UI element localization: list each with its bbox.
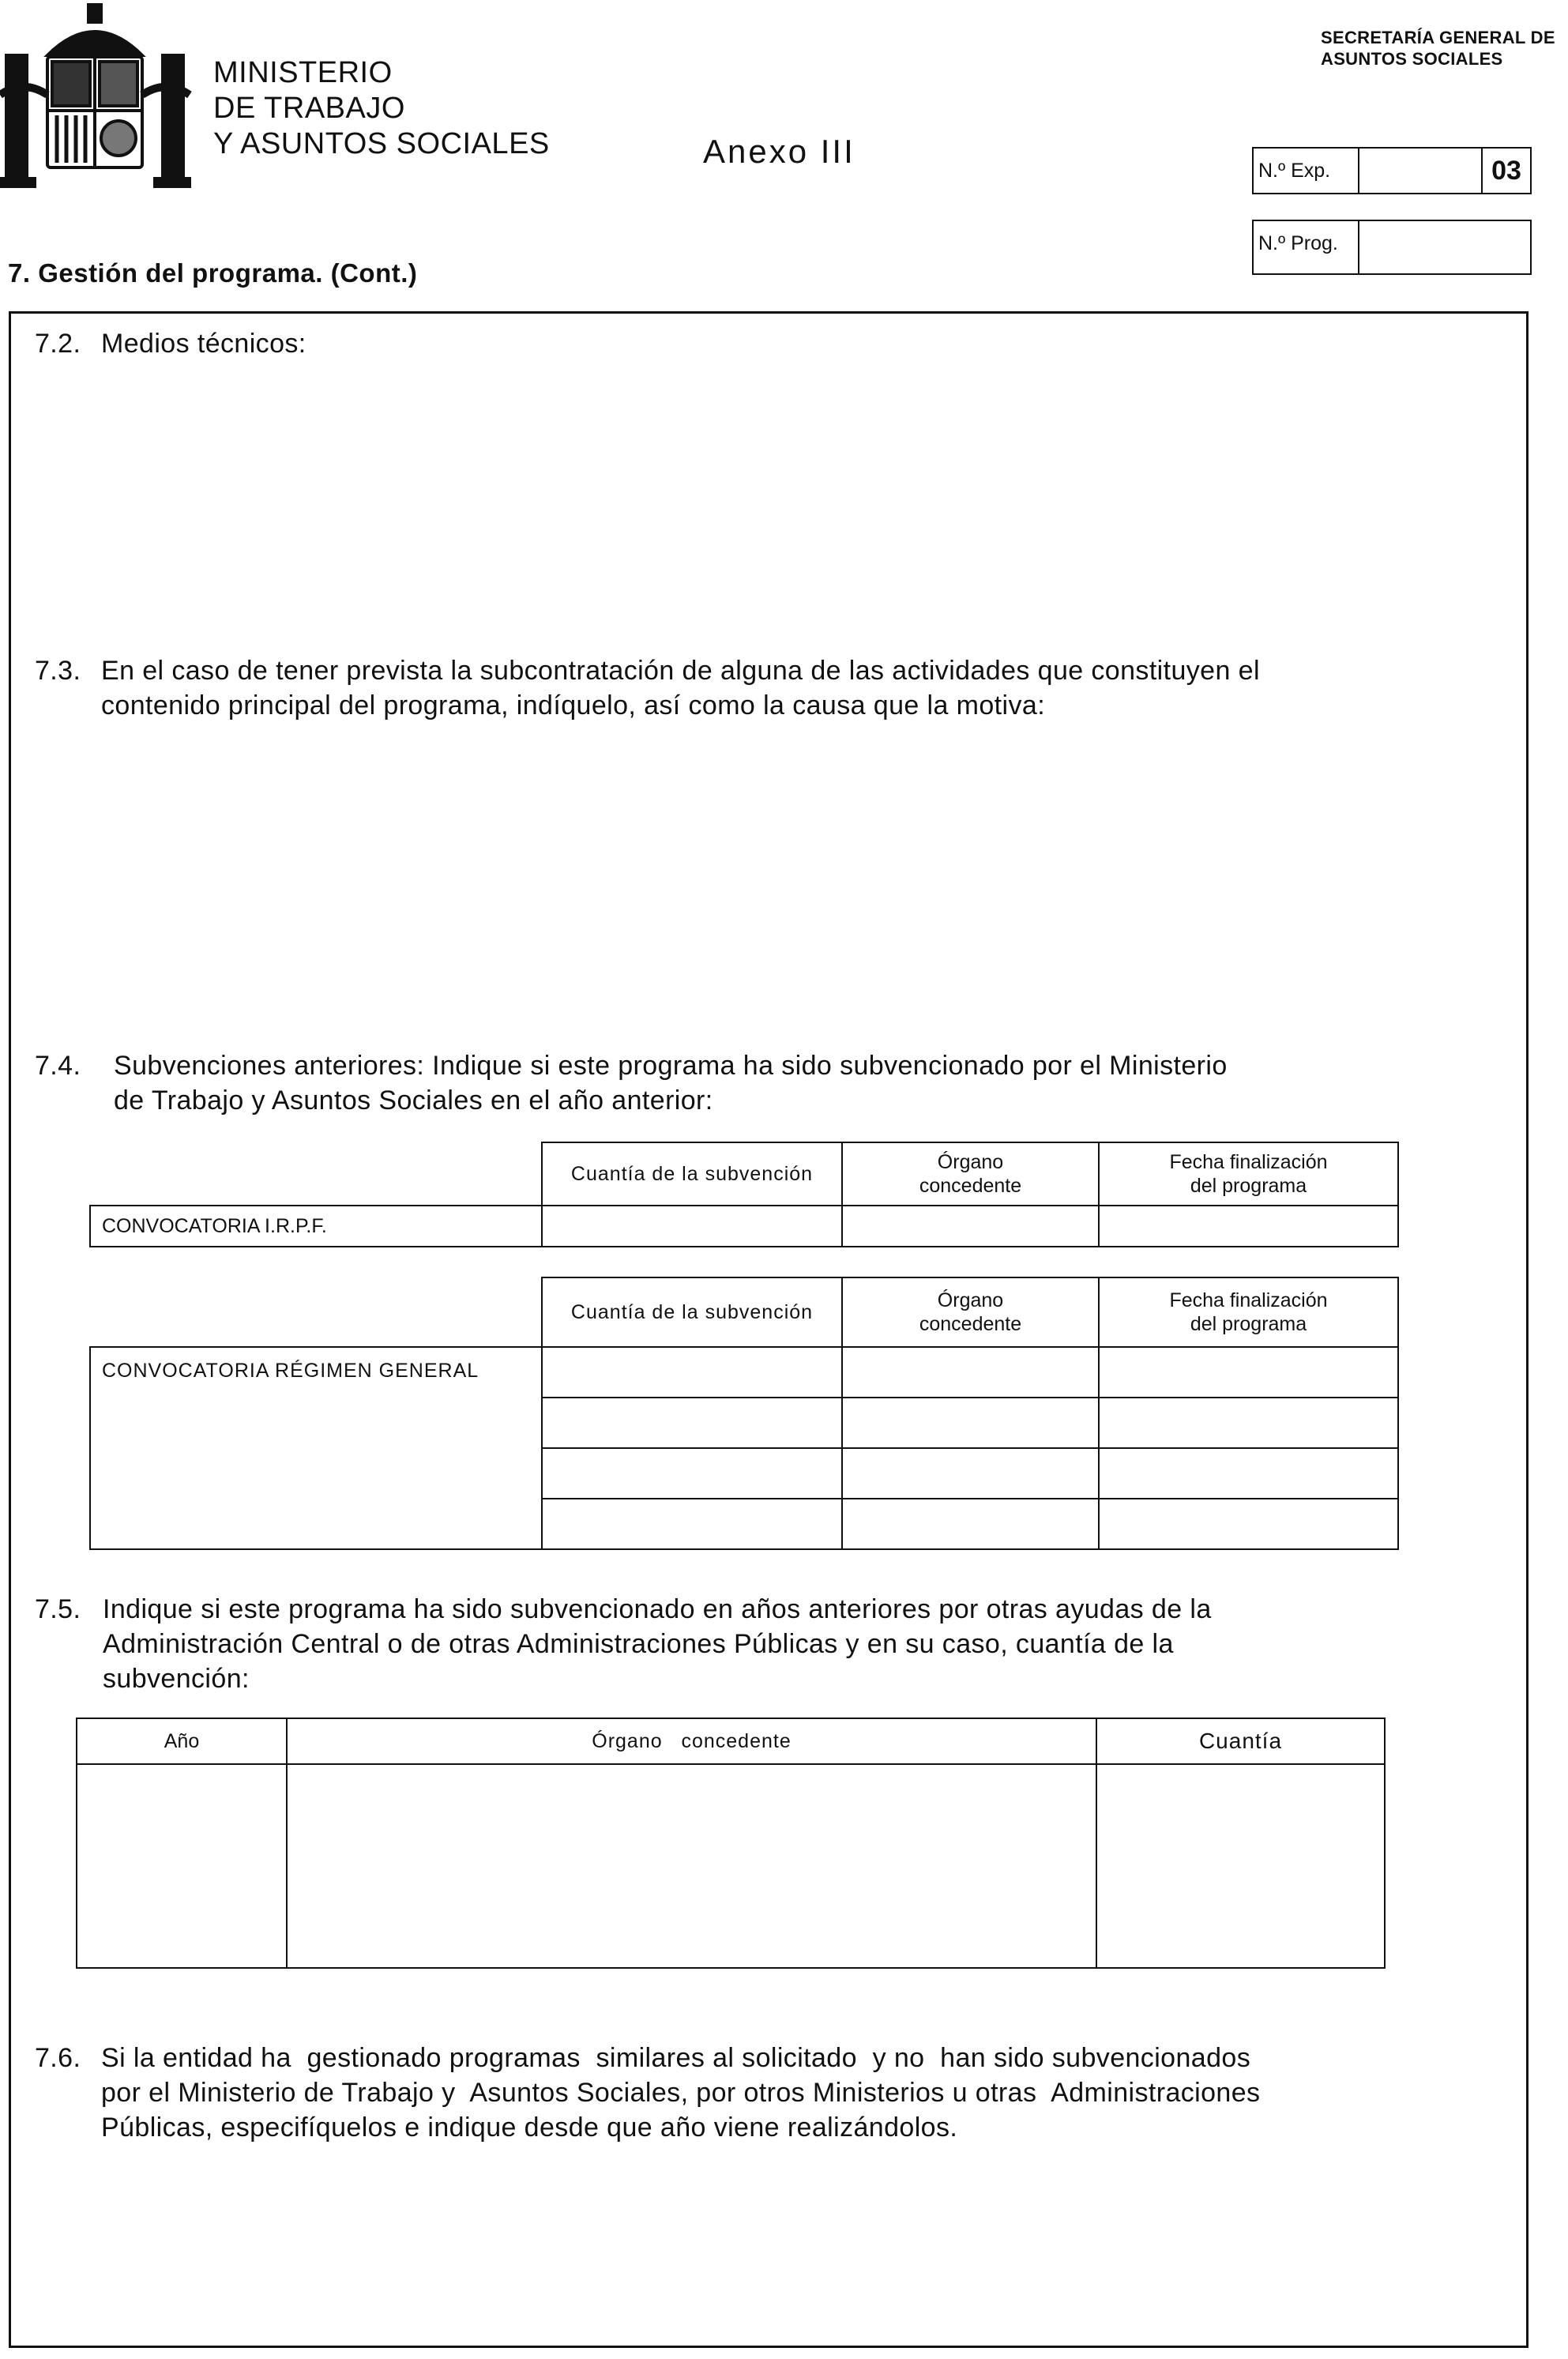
- general-header-fecha: Fecha finalización del programa: [1099, 1277, 1398, 1347]
- general-cell[interactable]: [1099, 1499, 1398, 1549]
- prog-label: N.º Prog.: [1258, 232, 1338, 254]
- question-7-5-line-3: subvención:: [103, 1664, 250, 1694]
- ministry-name: [213, 55, 550, 162]
- question-7-2-num: 7.2.: [35, 329, 81, 359]
- general-cell[interactable]: [542, 1398, 842, 1448]
- irpf-cuantia-cell[interactable]: [542, 1206, 842, 1247]
- general-cell[interactable]: [842, 1347, 1099, 1398]
- general-cell[interactable]: [1099, 1398, 1398, 1448]
- irpf-organo-cell[interactable]: [842, 1206, 1099, 1247]
- general-cell[interactable]: [542, 1499, 842, 1549]
- question-7-2-inline: [35, 325, 81, 362]
- coat-of-arms-logo: [0, 0, 197, 190]
- question-7-4: [35, 1048, 1520, 1127]
- table-otras-ayudas: [76, 1718, 1386, 1969]
- table-regimen-general: [89, 1277, 1399, 1550]
- irpf-fecha-cell[interactable]: [1099, 1206, 1398, 1247]
- question-7-6-number: 7.6.: [35, 2043, 81, 2073]
- prog-number-box: [1252, 220, 1532, 275]
- general-cell[interactable]: [542, 1347, 842, 1398]
- general-header-organo: Órgano concedente: [842, 1277, 1099, 1347]
- otras-header-cuantia: Cuantía: [1096, 1718, 1385, 1764]
- annex-title: Anexo III: [703, 133, 855, 170]
- general-header-cuantia: Cuantía de la subvención: [542, 1277, 842, 1347]
- question-7-2: [35, 325, 1504, 365]
- question-7-4-number: 7.4.: [35, 1051, 81, 1081]
- general-row-label: CONVOCATORIA RÉGIMEN GENERAL: [90, 1347, 542, 1549]
- question-7-3: [35, 653, 1520, 732]
- otras-organo-cell[interactable]: [287, 1764, 1096, 1968]
- general-cell[interactable]: [1099, 1347, 1398, 1398]
- otras-header-organo: Órgano concedente: [287, 1718, 1096, 1764]
- question-7-6: [35, 2040, 1528, 2150]
- question-7-6-line-3: Públicas, especifíquelos e indique desde que año viene realizándolos.: [101, 2113, 958, 2143]
- secretaria-line-1: SECRETARÍA GENERAL DE: [1321, 28, 1555, 47]
- general-cell[interactable]: [842, 1499, 1099, 1549]
- general-cell[interactable]: [542, 1448, 842, 1499]
- otras-cuantia-cell[interactable]: [1096, 1764, 1385, 1968]
- exp-number-box: [1252, 147, 1532, 194]
- question-7-3-line-1: En el caso de tener prevista la subcontratación de alguna de las actividades que constituyen el: [101, 656, 1260, 686]
- question-7-4-line-1: Subvenciones anteriores: Indique si este programa ha sido subvencionado por el Ministerio: [114, 1051, 1228, 1081]
- ministry-line-2: DE TRABAJO: [213, 92, 405, 125]
- question-7-3-number: 7.3.: [35, 656, 81, 686]
- question-7-2-text: Medios técnicos:: [101, 329, 306, 359]
- general-cell[interactable]: [842, 1448, 1099, 1499]
- exp-code: 03: [1481, 149, 1530, 193]
- exp-label: N.º Exp.: [1258, 160, 1331, 182]
- otras-header-ano: Año: [77, 1718, 287, 1764]
- general-cell[interactable]: [1099, 1448, 1398, 1499]
- question-7-5-line-2: Administración Central o de otras Administraciones Públicas y en su caso, cuantía de la: [103, 1629, 1174, 1659]
- irpf-header-fecha: Fecha finalización del programa: [1099, 1142, 1398, 1206]
- ministry-line-1: MINISTERIO: [213, 56, 393, 89]
- irpf-header-organo: Órgano concedente: [842, 1142, 1099, 1206]
- irpf-row-label: CONVOCATORIA I.R.P.F.: [90, 1206, 542, 1247]
- general-cell[interactable]: [842, 1398, 1099, 1448]
- question-7-5-number: 7.5.: [35, 1594, 81, 1624]
- ministry-line-3: Y ASUNTOS SOCIALES: [213, 127, 550, 160]
- irpf-header-cuantia: Cuantía de la subvención: [542, 1142, 842, 1206]
- question-7-6-line-1: Si la entidad ha gestionado programas similares al solicitado y no han sido subvencionados: [101, 2043, 1251, 2073]
- secretaria-line-2: ASUNTOS SOCIALES: [1321, 49, 1503, 69]
- question-7-3-line-2: contenido principal del programa, indíquelo, así como la causa que la motiva:: [101, 690, 1046, 720]
- question-7-5: [35, 1591, 1520, 1702]
- table-irpf: [89, 1142, 1399, 1247]
- secretaria-name: [1321, 27, 1555, 70]
- question-7-4-line-2: de Trabajo y Asuntos Sociales en el año anterior:: [114, 1085, 713, 1116]
- question-7-5-line-1: Indique si este programa ha sido subvencionado en años anteriores por otras ayudas de la: [103, 1594, 1212, 1624]
- section-title: 7. Gestión del programa. (Cont.): [8, 258, 418, 288]
- otras-ano-cell[interactable]: [77, 1764, 287, 1968]
- question-7-6-line-2: por el Ministerio de Trabajo y Asuntos Sociales, por otros Ministerios u otras Administraciones: [101, 2078, 1261, 2108]
